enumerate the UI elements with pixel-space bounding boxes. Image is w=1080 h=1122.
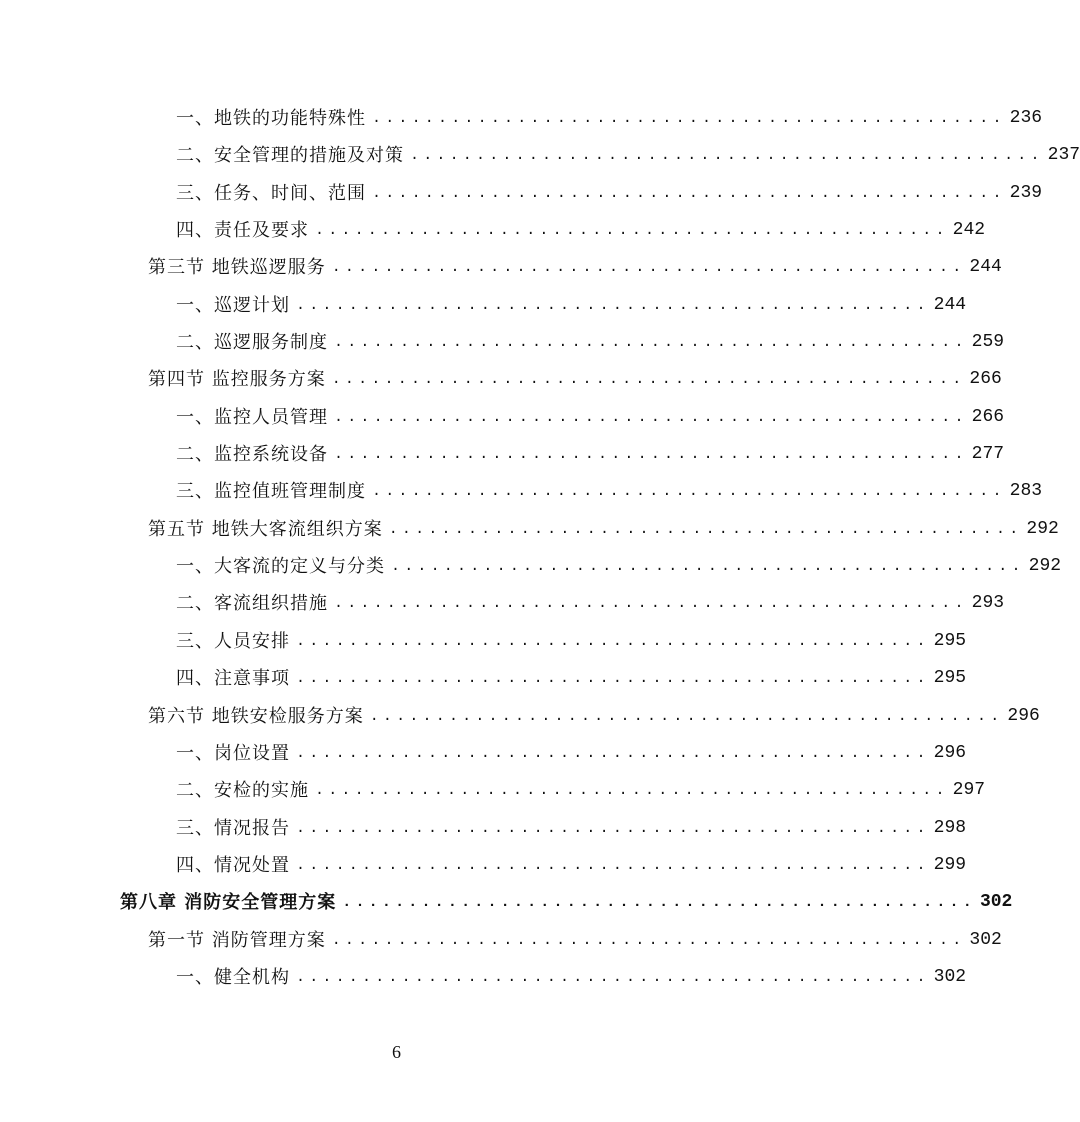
toc-entry-title: 第三节 地铁巡逻服务 [148, 257, 326, 279]
toc-entry[interactable] [0, 212, 986, 249]
toc-entry-page: 283 [1009, 481, 1043, 502]
toc-entry-title: 二、巡逻服务制度 [176, 332, 328, 354]
toc-dot-leader: ................................................ [388, 520, 1023, 538]
toc-entry-title: 二、安全管理的措施及对策 [176, 145, 404, 167]
toc-entry-page: 244 [969, 257, 1002, 278]
toc-entry-page: 292 [1028, 556, 1062, 577]
table-of-contents [0, 100, 1080, 996]
toc-entry-title: 四、注意事项 [176, 668, 290, 690]
toc-entry[interactable] [0, 959, 967, 996]
toc-entry-title: 一、巡逻计划 [176, 294, 290, 316]
toc-dot-leader: ................................................ [331, 259, 966, 277]
toc-entry-title: 第六节 地铁安检服务方案 [148, 705, 364, 727]
toc-entry-title: 三、任务、时间、范围 [176, 182, 366, 204]
toc-entry-title: 一、地铁的功能特殊性 [176, 108, 366, 129]
toc-entry-title: 一、监控人员管理 [176, 406, 328, 428]
toc-dot-leader: ................................................ [331, 931, 966, 949]
toc-entry-page: 293 [971, 593, 1005, 614]
toc-entry[interactable] [0, 324, 1005, 361]
toc-entry-title: 第四节 监控服务方案 [148, 369, 326, 391]
toc-entry[interactable] [0, 847, 967, 884]
toc-dot-leader: ................................................ [342, 894, 976, 912]
toc-entry-page: 298 [933, 817, 967, 838]
toc-entry-title: 三、情况报告 [176, 817, 290, 839]
toc-entry-title: 二、客流组织措施 [176, 593, 328, 615]
toc-entry-title: 第五节 地铁大客流组织方案 [148, 518, 383, 540]
toc-entry[interactable] [0, 735, 967, 772]
toc-dot-leader: ................................................ [334, 408, 968, 426]
toc-entry[interactable] [0, 623, 967, 660]
toc-dot-leader: ................................................ [334, 595, 968, 613]
toc-entry[interactable] [0, 772, 986, 809]
toc-entry[interactable] [0, 922, 1002, 959]
toc-dot-leader: ................................................ [372, 184, 1006, 202]
toc-entry[interactable] [0, 361, 1002, 398]
toc-entry[interactable] [0, 249, 1002, 286]
toc-entry-title: 一、岗位设置 [176, 742, 290, 764]
page-number: 6 [392, 1042, 401, 1062]
toc-dot-leader: ................................................ [369, 707, 1004, 725]
toc-entry-title: 第一节 消防管理方案 [148, 929, 326, 951]
toc-entry[interactable] [0, 660, 967, 697]
toc-entry[interactable] [0, 473, 1043, 510]
toc-entry-page: 277 [971, 444, 1005, 465]
toc-entry[interactable] [0, 548, 1062, 585]
toc-entry[interactable] [0, 399, 1005, 436]
toc-dot-leader: ................................................ [315, 222, 949, 240]
toc-entry-title: 四、情况处置 [176, 854, 290, 876]
toc-entry-page: 266 [969, 369, 1002, 390]
toc-entry-page: 296 [1007, 705, 1040, 726]
toc-entry[interactable] [0, 698, 1040, 735]
toc-entry-page: 299 [933, 854, 967, 875]
toc-entry-page: 302 [969, 929, 1002, 950]
toc-entry-title: 三、监控值班管理制度 [176, 481, 366, 503]
toc-dot-leader: ................................................ [296, 856, 930, 874]
toc-entry-page: 237 [1047, 145, 1080, 166]
toc-entry-title: 第八章 消防安全管理方案 [120, 892, 337, 914]
toc-entry[interactable] [0, 585, 1005, 622]
toc-dot-leader: ................................................ [334, 334, 968, 352]
toc-entry-page: 236 [1009, 108, 1043, 128]
toc-entry-page: 295 [933, 630, 967, 651]
toc-entry-title: 四、责任及要求 [176, 220, 309, 242]
toc-entry[interactable] [0, 287, 967, 324]
toc-entry-title: 二、安检的实施 [176, 780, 309, 802]
toc-dot-leader: ................................................ [296, 744, 930, 762]
toc-entry[interactable] [0, 175, 1043, 212]
toc-dot-leader: ................................................ [334, 446, 968, 464]
toc-dot-leader: ................................................ [372, 483, 1006, 501]
toc-entry-page: 244 [933, 294, 967, 315]
toc-entry-page: 302 [979, 892, 1013, 913]
toc-entry-title: 一、健全机构 [176, 966, 290, 988]
toc-entry-page: 302 [933, 966, 967, 987]
toc-entry-title: 三、人员安排 [176, 630, 290, 652]
toc-entry[interactable] [0, 137, 1080, 174]
toc-entry-page: 239 [1009, 182, 1043, 203]
toc-entry-title: 二、监控系统设备 [176, 444, 328, 466]
toc-chapter-entry[interactable] [0, 884, 1013, 921]
toc-dot-leader: ................................................ [296, 296, 930, 314]
toc-dot-leader: ................................................ [391, 558, 1025, 576]
toc-dot-leader: ................................................ [296, 670, 930, 688]
toc-entry[interactable] [0, 436, 1005, 473]
toc-dot-leader: ................................................ [296, 819, 930, 837]
toc-entry[interactable] [0, 511, 1059, 548]
toc-entry-page: 295 [933, 668, 967, 689]
toc-dot-leader: ................................................ [296, 968, 930, 986]
toc-dot-leader: ................................................ [372, 110, 1006, 127]
toc-dot-leader: ................................................ [410, 147, 1044, 165]
toc-entry-page: 242 [952, 220, 986, 241]
toc-entry-title: 一、大客流的定义与分类 [176, 556, 385, 578]
toc-entry[interactable] [0, 810, 967, 847]
toc-entry-page: 296 [933, 742, 967, 763]
toc-entry-page: 292 [1026, 518, 1059, 539]
toc-dot-leader: ................................................ [315, 782, 949, 800]
toc-dot-leader: ................................................ [331, 371, 966, 389]
toc-entry[interactable] [0, 100, 1043, 137]
toc-entry-page: 259 [971, 332, 1005, 353]
toc-entry-page: 266 [971, 406, 1005, 427]
toc-entry-page: 297 [952, 780, 986, 801]
toc-dot-leader: ................................................ [296, 632, 930, 650]
